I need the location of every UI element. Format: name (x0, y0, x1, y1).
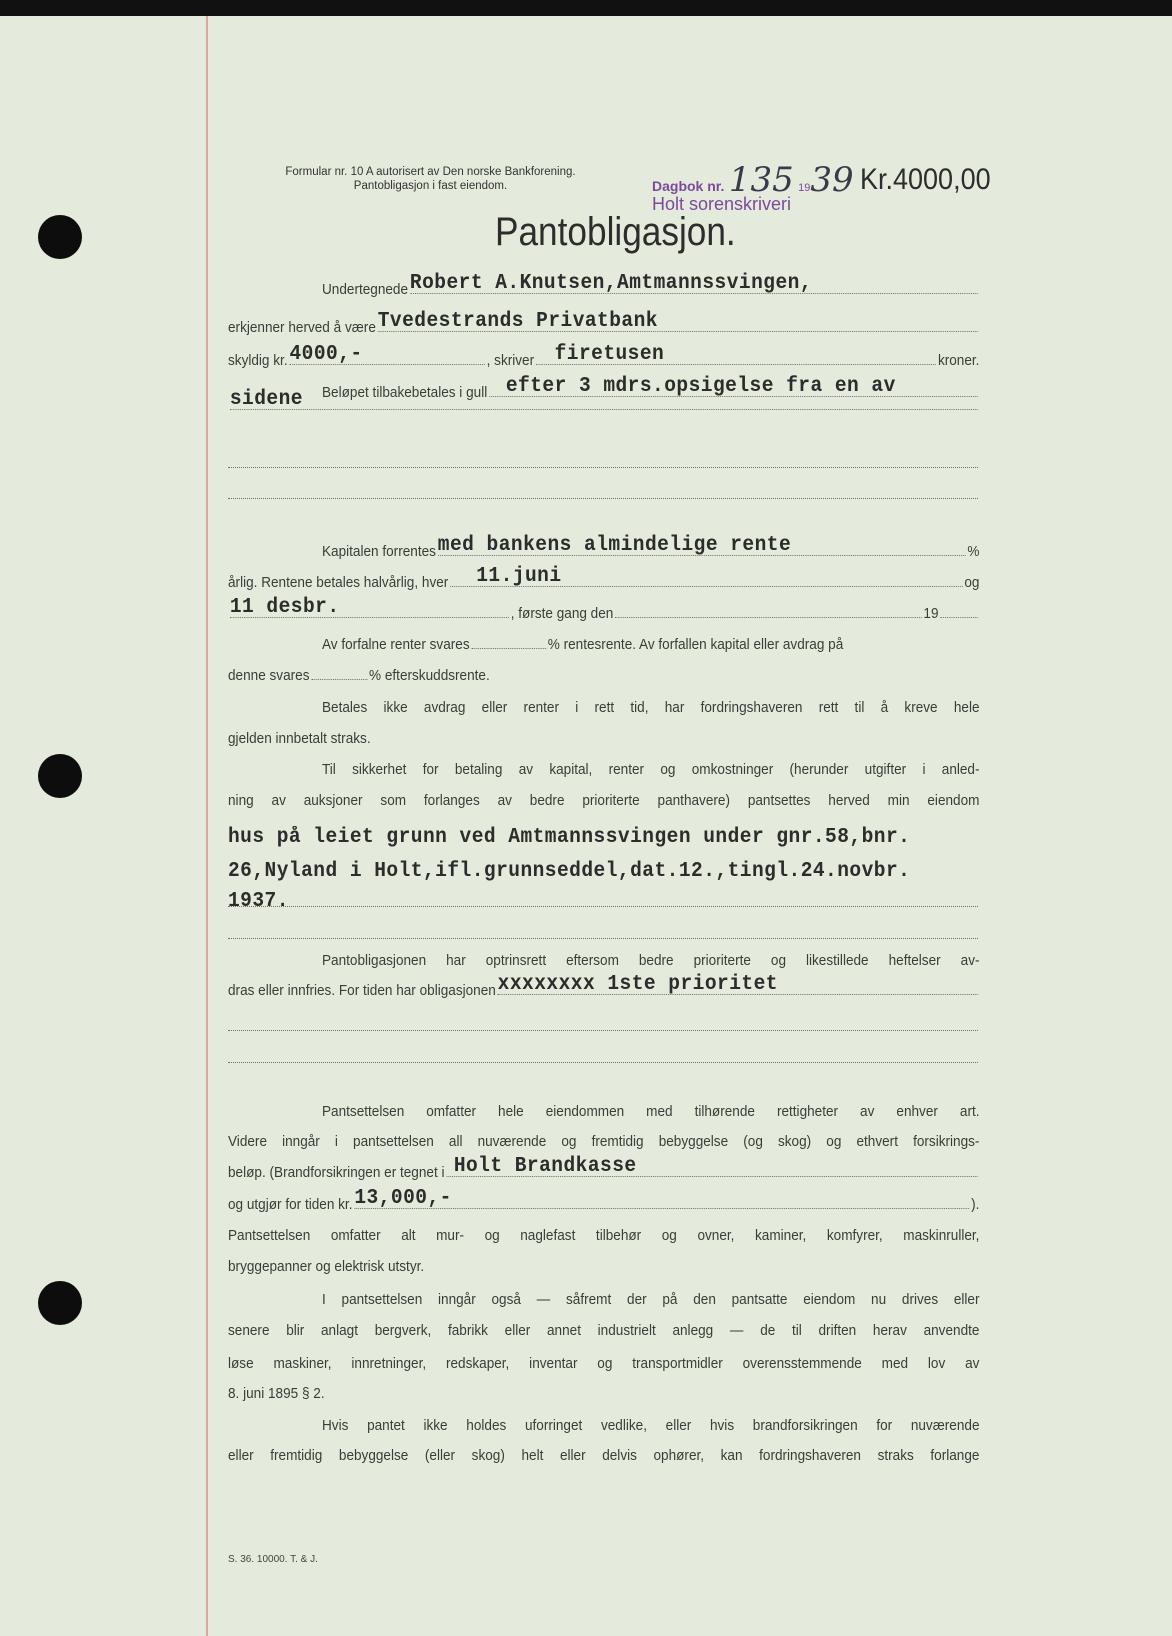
forste-row (228, 596, 979, 622)
paragraph-line: Videre inngår i pantsettelsen all nuværende og fremtidig bebyggelse (og skog) og ethvert forsikrings- (228, 1134, 980, 1150)
erkjenner-label: erkjenner herved å være (228, 320, 376, 336)
denne-label: denne svares (228, 668, 310, 684)
percent-sign: % (967, 544, 980, 560)
utgjor-row (228, 1187, 980, 1213)
paragraph-line: Betales ikke avdrag eller renter i rett tid, har fordringshaveren rett til å kreve hele (322, 700, 980, 716)
year-prefix: 19 (923, 606, 939, 622)
margin-line (206, 16, 208, 1636)
paragraph-line: ning av auksjoner som forlanges av bedre prioriterte panthavere) pantsettes herved min eiendom (228, 793, 980, 809)
paragraph-line: gjelden innbetalt straks. (228, 731, 371, 747)
form-note (228, 165, 633, 193)
denne-row (228, 668, 979, 684)
brand-row (228, 1155, 979, 1181)
creditor-field[interactable] (377, 310, 978, 333)
registry-stamp (652, 160, 854, 215)
arlig-label: årlig. Rentene betales halvårlig, hver (228, 575, 449, 591)
kapitalen-value: med bankens almindelige rente (437, 534, 792, 557)
form-note-line: Pantobligasjon i fast eiendom. (353, 180, 508, 192)
percent-sign: % (369, 668, 382, 684)
kroner-label: kroner. (937, 353, 980, 369)
denne-label-2: efterskuddsrente. (384, 668, 490, 684)
property-field[interactable] (228, 860, 979, 883)
second-date-field[interactable] (229, 596, 509, 619)
paragraph-line: 8. juni 1895 § 2. (228, 1386, 325, 1402)
property-value: 1937. (228, 890, 289, 913)
utgjor-value: 13,000,- (354, 1187, 452, 1210)
belopet-value-2: sidene (229, 388, 303, 411)
brand-label: beløp. (Brandforsikringen er tegnet i (228, 1165, 445, 1181)
printer-footer: S. 36. 10000. T. & J. (228, 1554, 318, 1565)
prioritet-value: xxxxxxxx 1ste prioritet (497, 973, 778, 996)
paragraph-line: Hvis pantet ikke holdes uforringet vedlike, eller hvis brandforsikringen for nuværende (322, 1418, 980, 1434)
utgjor-end: ). (971, 1197, 980, 1213)
punch-hole (38, 754, 82, 798)
arlig-value: 11.juni (476, 565, 562, 588)
paragraph-line: Pantsettelsen omfatter alt mur- og naglefast tilbehør og ovner, kaminer, komfyrer, maskinruller, (228, 1228, 980, 1244)
forfalne-label-2: rentesrente. Av forfallen kapital eller avdrag på (563, 637, 844, 653)
paragraph-line: I pantsettelsen inngår også — såfremt der på den pantsatte eiendom nu drives eller (322, 1292, 980, 1308)
belopet-value: efter 3 mdrs.opsigelse fra en av (505, 375, 896, 398)
prioritet-field[interactable] (497, 973, 978, 996)
skyldig-label: skyldig kr. (228, 353, 288, 369)
brand-field[interactable] (446, 1155, 977, 1178)
property-value: 26,Nyland i Holt,ifl.grunnseddel,dat.12.,tingl.24.novbr. (228, 860, 911, 883)
creditor-row (228, 310, 979, 336)
kapitalen-field[interactable] (437, 534, 966, 557)
blank-line (228, 1030, 978, 1031)
blank-line (228, 938, 978, 939)
dagbok-number: 135 (728, 160, 794, 200)
skyldig-row (228, 343, 980, 369)
undertegnede-label: Undertegnede (322, 282, 409, 298)
undertegnede-row (322, 272, 980, 298)
forste-label: , første gang den (510, 606, 614, 622)
blank-line (228, 906, 978, 907)
undertegnede-value: Robert A.Knutsen,Amtmannssvingen, (409, 272, 813, 295)
rentesrente-field[interactable] (471, 647, 545, 649)
document-title: Pantobligasjon. (495, 210, 736, 254)
forfalne-label: Av forfalne renter svares (322, 637, 470, 653)
blank-line (228, 467, 978, 468)
blank-line (228, 498, 978, 499)
form-note-line: Formular nr. 10 A autorisert av Den norske Bankforening. (285, 166, 576, 178)
year-handwritten: 39 (810, 160, 854, 200)
property-value: hus på leiet grunn ved Amtmannssvingen under gnr.58,bnr. (228, 826, 911, 849)
year-field[interactable] (940, 616, 977, 618)
amount-header: Kr.4000,00 (860, 163, 991, 196)
forfalne-row (322, 637, 980, 653)
punch-hole (38, 1281, 82, 1325)
belopet-label: Beløpet tilbakebetales i gull (322, 385, 488, 401)
paragraph-line: senere blir anlagt bergverk, fabrikk eller annet industrielt anlegg — de til driften herav anvendte (228, 1323, 980, 1339)
paragraph-line: Til sikkerhet for betaling av kapital, renter og omkostninger (herunder utgifter i anled- (322, 762, 980, 778)
utgjor-label: og utgjør for tiden kr. (228, 1197, 353, 1213)
stamp-office: Holt sorenskriveri (652, 194, 792, 214)
stamp-dagbok: Dagbok nr. (652, 178, 725, 194)
paragraph-line: bryggepanner og elektrisk utstyr. (228, 1259, 425, 1275)
arlig-field[interactable] (450, 565, 962, 588)
property-field[interactable] (228, 826, 979, 849)
scan-top-edge (0, 0, 1172, 16)
stamp-19: 19 (798, 182, 811, 194)
skyldig-field[interactable] (289, 343, 484, 366)
utgjor-field[interactable] (354, 1187, 969, 1210)
brand-value: Holt Brandkasse (453, 1155, 637, 1178)
punch-hole (38, 215, 82, 259)
efterskudd-field[interactable] (311, 678, 367, 680)
skyldig-value: 4000,- (289, 343, 363, 366)
kapitalen-label: Kapitalen forrentes (322, 544, 436, 560)
skriver-field[interactable] (536, 343, 936, 366)
skriver-label: , skriver (486, 353, 535, 369)
paragraph-line: Pantsettelsen omfatter hele eiendommen med tilhørende rettigheter av enhver art. (322, 1104, 980, 1120)
paragraph-line: Pantobligasjonen har optrinsrett eftersom bedre prioriterte og likestillede heftelser av- (322, 953, 980, 969)
belopet-field[interactable] (489, 375, 978, 398)
undertegnede-field[interactable] (409, 272, 978, 295)
forste-date-field[interactable] (615, 616, 921, 618)
belopet-row (322, 375, 980, 401)
prioritet-label: dras eller innfries. For tiden har obligasjonen (228, 983, 496, 999)
percent-sign: % (547, 637, 560, 653)
skriver-value: firetusen (554, 343, 665, 366)
blank-line (228, 1062, 978, 1063)
kapitalen-row (322, 534, 980, 560)
paragraph-line: løse maskiner, innretninger, redskaper, inventar og transportmidler overensstemmende med lov av (228, 1356, 980, 1372)
og-label: og (964, 575, 980, 591)
property-field[interactable] (228, 890, 979, 913)
prioritet-row (228, 973, 979, 999)
paragraph-line: eller fremtidig bebyggelse (eller skog) helt eller delvis ophører, kan fordringshaveren straks forlange (228, 1448, 980, 1464)
creditor-value: Tvedestrands Privatbank (377, 310, 658, 333)
second-date-value: 11 desbr. (229, 596, 340, 619)
arlig-row (228, 565, 980, 591)
